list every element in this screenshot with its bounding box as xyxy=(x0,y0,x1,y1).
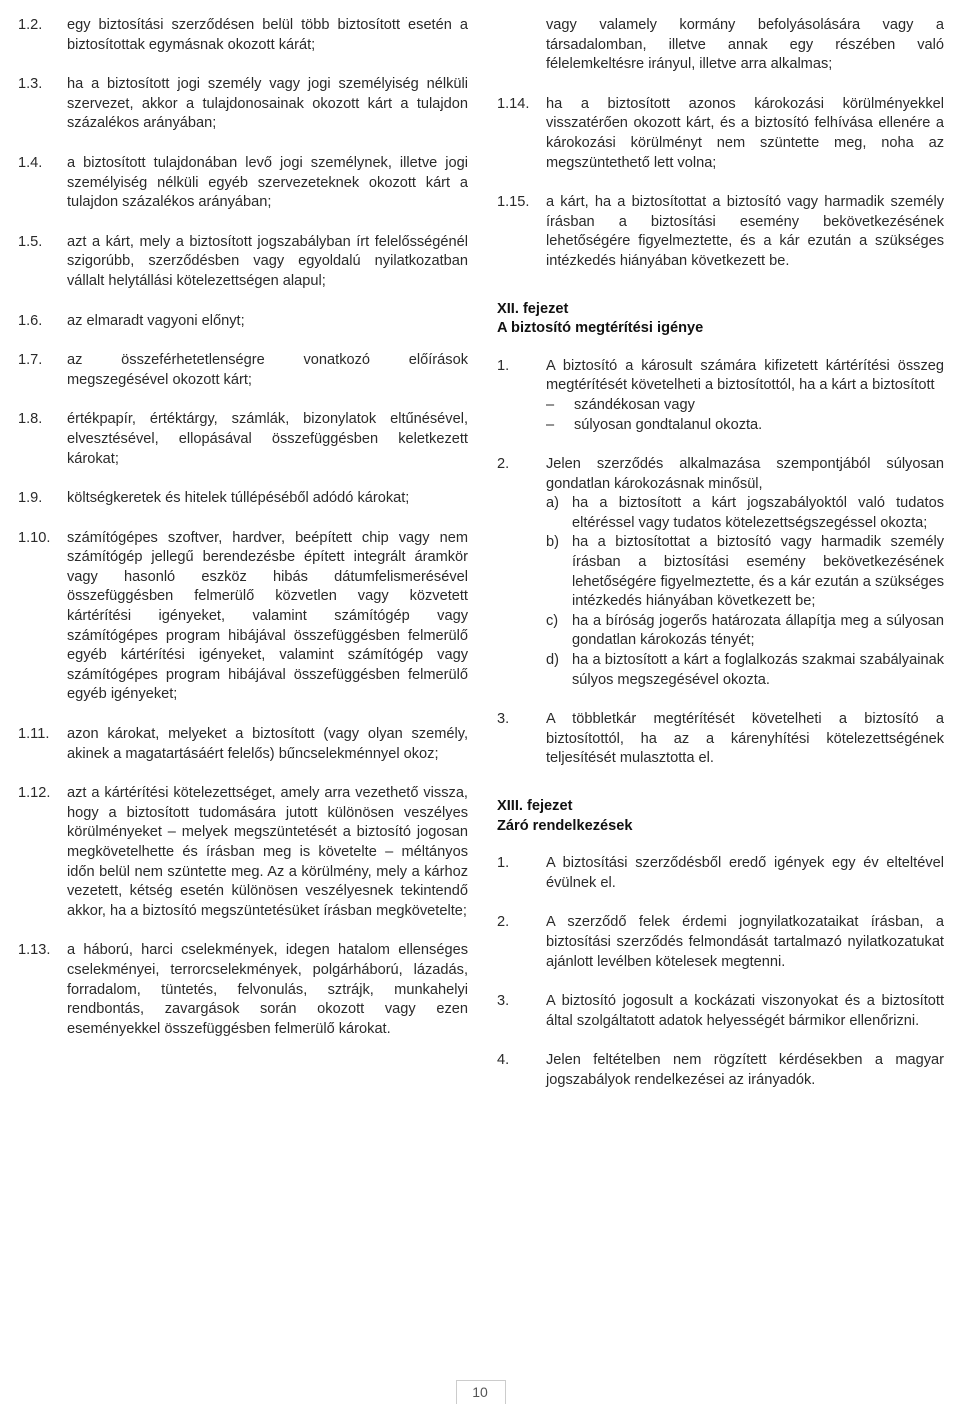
dash-item xyxy=(546,416,944,436)
item-number: 1.7. xyxy=(18,352,43,369)
chapter-title: XII. fejezet xyxy=(497,300,569,317)
sub-letter: a) xyxy=(546,495,559,512)
list-item xyxy=(497,710,944,769)
item-text xyxy=(546,357,944,435)
list-item xyxy=(497,992,944,1031)
sub-item xyxy=(546,533,944,611)
item-paragraph: A biztosító a károsult számára kifizetett kártérítési összeg megtérítését követelheti a biztosítottól, ha a kárt a biztosított xyxy=(546,357,944,394)
item-number: 1.2. xyxy=(18,17,43,33)
continued-text: vagy valamely kormány befolyásolására vagy a társadalomban, illetve annak egy részében való félelemkeltésre irányul, illetve arra alkalmas; xyxy=(546,17,944,73)
chapter-subtitle: A biztosító megtérítési igénye xyxy=(497,320,704,337)
item-number: 1.9. xyxy=(18,490,43,507)
item-number: 1.13. xyxy=(18,942,51,959)
chapter-heading xyxy=(497,797,944,836)
chapter-subtitle: Záró rendelkezések xyxy=(497,817,633,834)
page-number: 10 xyxy=(472,1384,488,1400)
list-item xyxy=(18,16,468,55)
item-text: költségkeretek és hitelek túllépéséből adódó károkat; xyxy=(67,490,410,507)
list-item xyxy=(18,489,468,509)
left-column xyxy=(18,16,468,1079)
sub-letter: b) xyxy=(546,534,559,551)
item-number: 1.8. xyxy=(18,411,43,428)
list-item xyxy=(497,455,944,690)
list-item xyxy=(18,233,468,292)
list-item xyxy=(18,75,468,134)
item-number: 1.5. xyxy=(18,233,43,250)
item-number: 1.3. xyxy=(18,76,43,93)
list-item xyxy=(18,410,468,469)
item-text: egy biztosítási szerződésen belül több biztosított esetén a biztosítottak egymásnak okozott kárát; xyxy=(67,17,468,53)
sub-text: ha a biztosított a kárt jogszabályoktól való tudatos eltéréssel vagy tudatos kötelezettségszegéssel okozta; xyxy=(572,495,944,531)
item-number: 4. xyxy=(497,1052,510,1069)
sub-text: ha a biztosítottat a biztosító vagy harmadik személy írásban a biztosítási esemény bekövetkezésének lehetőségére figyelmeztette, és a kár ezután a szükséges intézkedés hiányában következett be; xyxy=(572,534,944,610)
item-text: a kárt, ha a biztosítottat a biztosító vagy harmadik személy írásban a biztosítási esemény bekövetkezésének lehetőségére figyelmeztette, és a kár ezután a szükséges intézkedés hiányában következett be. xyxy=(546,194,944,269)
sub-item xyxy=(546,612,944,651)
item-number: 1. xyxy=(497,855,510,872)
list-item xyxy=(497,1051,944,1090)
dash-bullet: – xyxy=(546,416,555,433)
item-text: az összeférhetetlenségre vonatkozó előírások megszegésével okozott kárt; xyxy=(67,352,468,388)
list-item xyxy=(18,351,468,390)
item-number: 3. xyxy=(497,711,510,728)
item-text: ha a biztosított azonos károkozási körülményekkel visszatérően okozott kárt, és a biztosító felhívása ellenére a károkozási körülményt nem szüntette meg, noha az megszüntethető lett volna; xyxy=(546,95,944,171)
item-text: az elmaradt vagyoni előnyt; xyxy=(67,312,245,329)
list-item xyxy=(497,357,944,435)
item-number: 1.10. xyxy=(18,529,51,546)
item-text xyxy=(546,455,944,690)
item-text: értékpapír, értéktárgy, számlák, bizonylatok eltűnésével, elvesztésével, ellopásával összefüggésben keletkezett károkat; xyxy=(67,411,468,467)
item-number: 1.6. xyxy=(18,312,43,329)
list-item xyxy=(497,913,944,972)
list-item xyxy=(497,854,944,893)
item-number: 1.12. xyxy=(18,785,51,802)
right-column xyxy=(497,16,944,1111)
item-number: 1.4. xyxy=(18,154,43,171)
item-text: a biztosított tulajdonában levő jogi személynek, illetve jogi személyiség nélküli egyéb szervezeteknek okozott kárt a tulajdon százalékos arányában; xyxy=(67,154,468,211)
dash-text: súlyosan gondtalanul okozta. xyxy=(574,416,763,433)
item-number: 1.11. xyxy=(18,726,50,743)
dash-item xyxy=(546,396,944,416)
list-item xyxy=(18,784,468,921)
list-item xyxy=(18,941,468,1039)
list-item xyxy=(18,312,468,332)
item-text: A biztosító jogosult a kockázati viszonyokat és a biztosított által szolgáltatott adatok helyességét bármikor ellenőrizni. xyxy=(546,993,944,1029)
item-number: 2. xyxy=(497,456,510,473)
item-number: 1.14. xyxy=(497,95,530,112)
list-item xyxy=(18,725,468,764)
item-number: 2. xyxy=(497,914,510,931)
item-text: A szerződő felek érdemi jognyilatkozataikat írásban, a biztosítási szerződés felmondását tartalmazó nyilatkozatukat ajánlott levélben kötelesek megtenni. xyxy=(546,914,944,970)
sub-item xyxy=(546,651,944,690)
item-text: A biztosítási szerződésből eredő igények egy év elteltével évülnek el. xyxy=(546,855,944,891)
item-text: számítógépes szoftver, hardver, beépített chip vagy nem számítógép jellegű berendezésbe épített integrált áramkör vagy hasonló eszköz hibás dátumfelismerésével összefüggésben felmerülő közvetlen vagy közvetett kártérítési igényeket, valamint számítógép vagy számítógépes program hibájával összefüggésben felmerülő egyéb kártérítési igényeket, valamint számítógép vagy számítógépes program hibájával összefüggésben felmerülő egyéb igényeket; xyxy=(67,529,468,703)
chapter-title: XIII. fejezet xyxy=(497,798,573,814)
item-number: 1.15. xyxy=(497,194,530,211)
item-text: ha a biztosított jogi személy vagy jogi személyiség nélküli szervezet, akkor a tulajdonosainak okozott kárt a tulajdon százalékos arányában; xyxy=(67,76,468,132)
sub-letter: c) xyxy=(546,612,559,629)
dash-text: szándékosan vagy xyxy=(574,396,695,413)
item-paragraph: Jelen szerződés alkalmazása szempontjából súlyosan gondatlan károkozásnak minősül, xyxy=(546,456,944,492)
sub-text: ha a bíróság jogerős határozata állapítja meg a súlyosan gondatlan károkozás tényét; xyxy=(572,612,944,649)
item-text: azt a kártérítési kötelezettséget, amely arra vezethető vissza, hogy a biztosított tudomására jutott különösen veszélyes körülményeket – melyek megszüntetését a biztosító jogosan megkövetelhette és írásban meg is követelte – méltányos időn belül nem szüntette meg. Az a körülmény, mely a kárhoz vezetett, kétség esetén különösen veszélyesnek tekintendő akkor, ha a biztosító megszüntetésüket írásban megkövetelte; xyxy=(67,785,468,919)
item-text: azt a kárt, mely a biztosított jogszabályban írt felelősségénél szigorúbb, szerződésben vagy egyoldalú nyilatkozatban vállalt helytállási kötelezettségen alapul; xyxy=(67,233,468,289)
list-item xyxy=(497,95,944,173)
list-item xyxy=(18,154,468,213)
sub-item xyxy=(546,494,944,533)
chapter-heading xyxy=(497,300,944,339)
list-item xyxy=(497,193,944,271)
item-text: azon károkat, melyeket a biztosított (vagy olyan személy, akinek a magatartásáért felelős) bűncselekménnyel okoz; xyxy=(67,726,468,762)
item-number: 1. xyxy=(497,357,510,374)
list-item xyxy=(18,529,468,705)
sub-letter: d) xyxy=(546,652,559,669)
item-text: a háború, harci cselekmények, idegen hatalom ellenséges cselekményei, terrorcselekmények, polgárháború, lázadás, forradalom, tüntetés, felvonulás, sztrájk, munkahelyi rendbontás, zavargások során okozott vagy ezen eseményekkel összefüggésben felmerülő károkat. xyxy=(67,942,468,1037)
dash-bullet: – xyxy=(546,396,555,413)
item-number: 3. xyxy=(497,993,510,1010)
item-text: A többletkár megtérítését követelheti a biztosító a biztosítottól, ha az a kárenyhítési kötelezettségének teljesítését mulasztotta el. xyxy=(546,711,944,767)
item-text: Jelen feltételben nem rögzített kérdésekben a magyar jogszabályok rendelkezései az irányadók. xyxy=(546,1052,944,1088)
sub-text: ha a biztosított a kárt a foglalkozás szakmai szabályainak súlyos megszegésével okozta. xyxy=(572,652,944,688)
